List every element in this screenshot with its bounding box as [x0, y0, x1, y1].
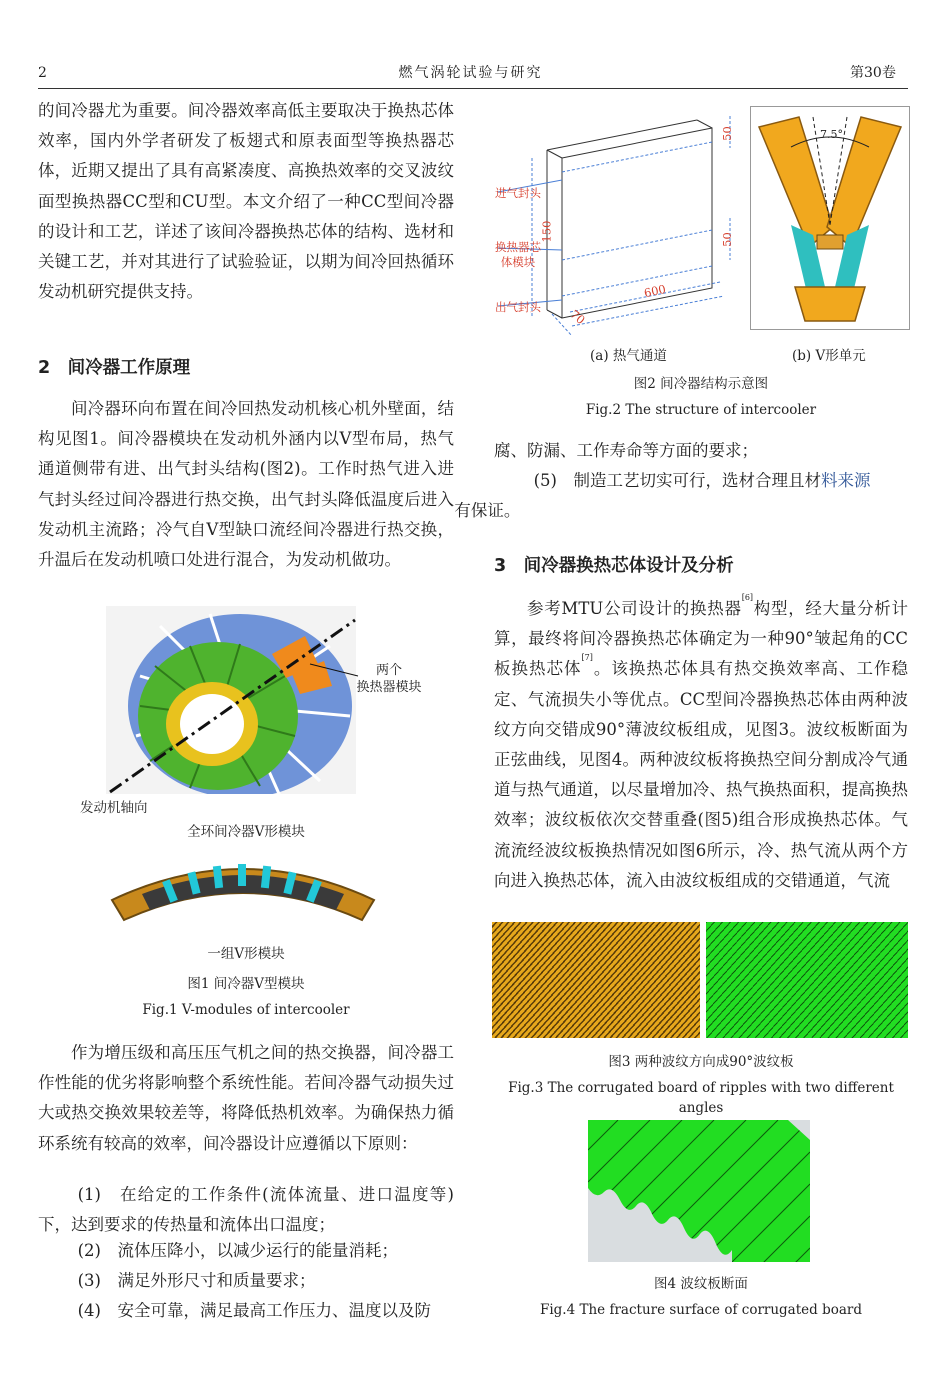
figure-2-dim-50-bottom: 50 — [719, 232, 734, 247]
ref-7[interactable]: [7] — [581, 653, 593, 663]
figure-2-label-inlet: 进气封头 — [495, 186, 541, 200]
left-paragraph-3: 作为增压级和高压压气机之间的热交换器，间冷器工作性能的优劣将影响整个系统性能。若间冷器气动损失过大或热交换效果较差等，将降低热机效率。为确保热力循环系统有较高的效率，间冷器设计应遵循以下原则： — [38, 1043, 454, 1153]
journal-title: 燃气涡轮试验与研究 — [398, 65, 543, 81]
page-number: 2 — [38, 65, 47, 81]
right-paragraph-cont: 腐、防漏、工作寿命等方面的要求； — [494, 441, 758, 460]
volume-label: 第30卷 — [850, 65, 896, 81]
figure-3-caption-cn: 图3 两种波纹方向成90°波纹板 — [608, 1054, 794, 1070]
figure-1-caption-cn: 图1 间冷器V型模块 — [187, 976, 305, 992]
figure-1-label-modules: 两个 换热器模块 — [356, 663, 422, 695]
figure-3-caption-en: Fig.3 The corrugated board of ripples with two different angles — [508, 1080, 894, 1116]
right-paragraph-4: 参考MTU公司设计的换热器[6]构型，经大量分析计算，最终将间冷器换热芯体确定为一种90°皱起角的CC板换热芯体[7]。该换热芯体具有热交换效率高、工作稳定、气流损失小等优点。CC型间冷器换热芯体由两种波纹方向交错成90°薄波纹板组成，见图3。波纹板断面为正弦曲线，见图4。两种波纹板将换热空间分割成冷气通道与热气通道，以尽量增加冷、热气换热面积，提高换热效率；波纹板依次交替重叠(图5)组合形成换热芯体。气流流经波纹板换热情况如图6所示，冷、热气流从两个方向进入换热芯体，流入由波纹板组成的交错通道，气流 — [494, 593, 909, 890]
item5-highlight: 料来源 — [820, 471, 871, 490]
figure-2-label-outlet: 出气封头 — [495, 300, 541, 314]
figure-1-sub-b: 一组V形模块 — [207, 946, 285, 962]
figure-1-sub-a: 全环间冷器V形模块 — [187, 824, 305, 840]
figure-2-dim-150: 150 — [539, 220, 554, 243]
principle-item-1: (1) 在给定的工作条件(流体流量、进口温度等)下，达到要求的传热量和流体出口温度； — [38, 1185, 454, 1235]
principle-item-3: (3) 满足外形尺寸和质量要求； — [77, 1271, 316, 1290]
section-3-title: 3 间冷器换热芯体设计及分析 — [494, 556, 734, 576]
figure-1-caption-en: Fig.1 V-modules of intercooler — [142, 1002, 350, 1018]
figure-2-dim-70: 70 — [567, 307, 588, 328]
section-2-title: 2 间冷器工作原理 — [38, 358, 191, 378]
figure-2-caption-cn: 图2 间冷器结构示意图 — [633, 376, 769, 392]
principle-item-2: (2) 流体压降小，以减少运行的能量消耗； — [77, 1241, 398, 1260]
figure-2-caption-en: Fig.2 The structure of intercooler — [585, 402, 817, 418]
figure-2b-angle-label: 7.5° — [820, 128, 843, 141]
figure-2-label-core: 换热器芯 体模块 — [495, 240, 541, 269]
figure-2-dim-600: 600 — [642, 281, 668, 301]
figure-1-arc-image — [108, 848, 378, 924]
header-rule — [38, 88, 908, 89]
principle-item-4: (4) 安全可靠，满足最高工作压力、温度以及防 — [77, 1301, 431, 1320]
figure-1-ring-image — [100, 606, 440, 794]
figure-3-orange-panel — [492, 922, 700, 1038]
figure-4-caption-cn: 图4 波纹板断面 — [654, 1276, 748, 1292]
figure-1-label-axis: 发动机轴向 — [80, 800, 148, 816]
figure-2-dim-50-top: 50 — [719, 126, 734, 141]
left-paragraph-2: 间冷器环向布置在间冷回热发动机核心机外壁面，结构见图1。间冷器模块在发动机外涵内以V型布局，热气通道侧带有进、出气封头结构(图2)。工作时热气进入进气封头经过间冷器进行热交换，出气封头降低温度后进入发动机主流路；冷气自V型缺口流经间冷器进行热交换，升温后在发动机喷口处进行混合，为发动机做功。 — [38, 399, 454, 570]
ref-6[interactable]: [6] — [741, 593, 754, 602]
figure-4-image — [588, 1120, 810, 1262]
figure-3-green-panel — [706, 922, 908, 1038]
principle-item-5: (5) 制造工艺切实可行，选材合理且材料来源 有保证。 — [454, 471, 871, 521]
figure-2-sub-a: (a) 热气通道 — [590, 348, 667, 364]
left-paragraph-1: 的间冷器尤为重要。间冷器效率高低主要取决于换热芯体效率，国内外学者研发了板翅式和原表面型等换热器芯体，近期又提出了具有高紧凑度、高换热效率的交叉波纹面型换热器CC型和CU型。本文介绍了一种CC型间冷器的设计和工艺，详述了该间冷器换热芯体的结构、选材和关键工艺，并对其进行了试验验证，以期为间冷回热循环发动机研究提供支持。 — [38, 101, 454, 302]
figure-4-caption-en: Fig.4 The fracture surface of corrugated board — [539, 1302, 862, 1318]
figure-2-sub-b: (b) V形单元 — [792, 348, 866, 364]
